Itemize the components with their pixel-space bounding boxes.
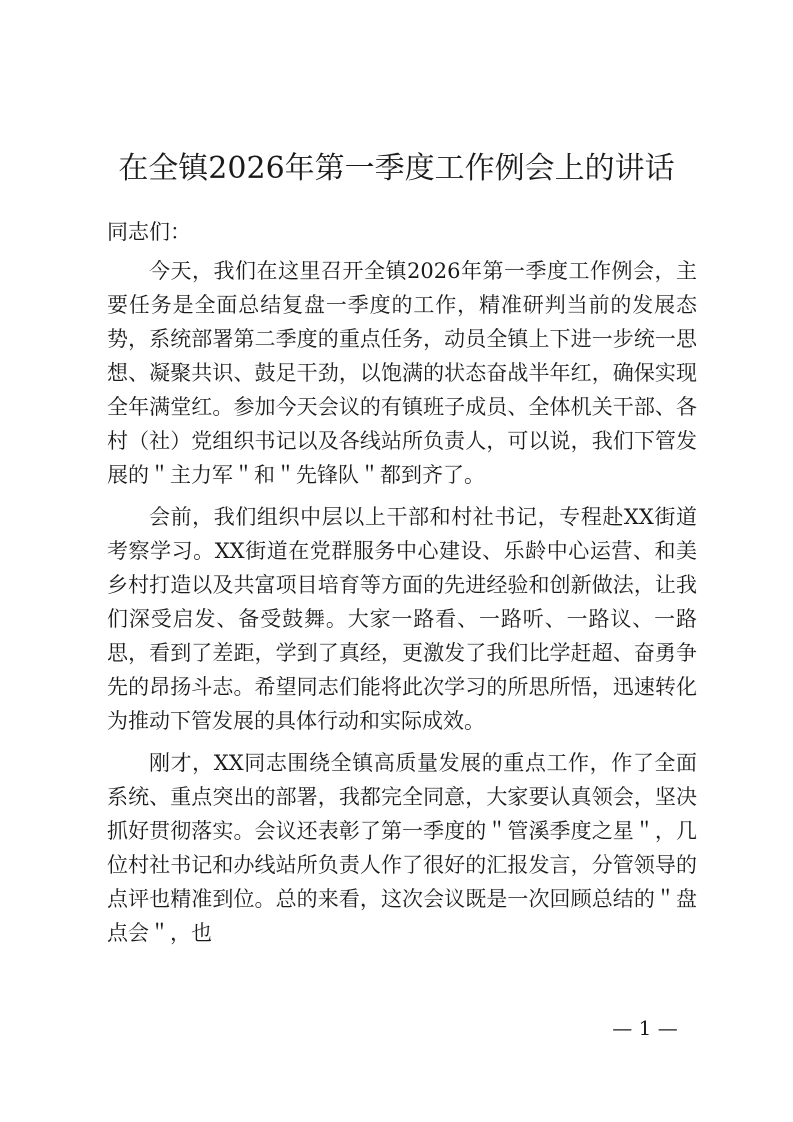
paragraph-1: 今天，我们在这里召开全镇2026年第一季度工作例会，主要任务是全面总结复盘一季度的工作，精准研判当前的发展态势，系统部署第二季度的重点任务，动员全镇上下进一步统一思想、凝聚共识、鼓足干劲，以饱满的状态奋战半年红，确保实现全年满堂红。参加今天会议的有镇班子成员、全体机关干部、各村（社）党组织书记以及各线站所负责人，可以说，我们下管发展的＂主力军＂和＂先锋队＂都到齐了。 — [107, 259, 697, 487]
salutation: 同志们： — [107, 220, 191, 244]
page-number: — 1 — — [612, 1016, 678, 1040]
paragraph-2: 会前，我们组织中层以上干部和村社书记，专程赴XX街道考察学习。XX街道在党群服务中心建设、乐龄中心运营、和美乡村打造以及共富项目培育等方面的先进经验和创新做法，让我们深受启发、备受鼓舞。大家一路看、一路听、一路议、一路思，看到了差距，学到了真经，更激发了我们比学赶超、奋勇争先的昂扬斗志。希望同志们能将此次学习的所思所悟，迅速转化为推动下管发展的具体行动和实际成效。 — [107, 505, 697, 733]
document-title: 在全镇2026年第一季度工作例会上的讲话 — [118, 151, 675, 186]
paragraph-3: 刚才，XX同志围绕全镇高质量发展的重点工作，作了全面系统、重点突出的部署，我都完全同意，大家要认真领会，坚决抓好贯彻落实。会议还表彰了第一季度的＂管溪季度之星＂，几位村社书记和办线站所负责人作了很好的汇报发言，分管领导的点评也精准到位。总的来看，这次会议既是一次回顾总结的＂盘点会＂，也 — [107, 751, 697, 945]
document-body — [107, 254, 697, 958]
